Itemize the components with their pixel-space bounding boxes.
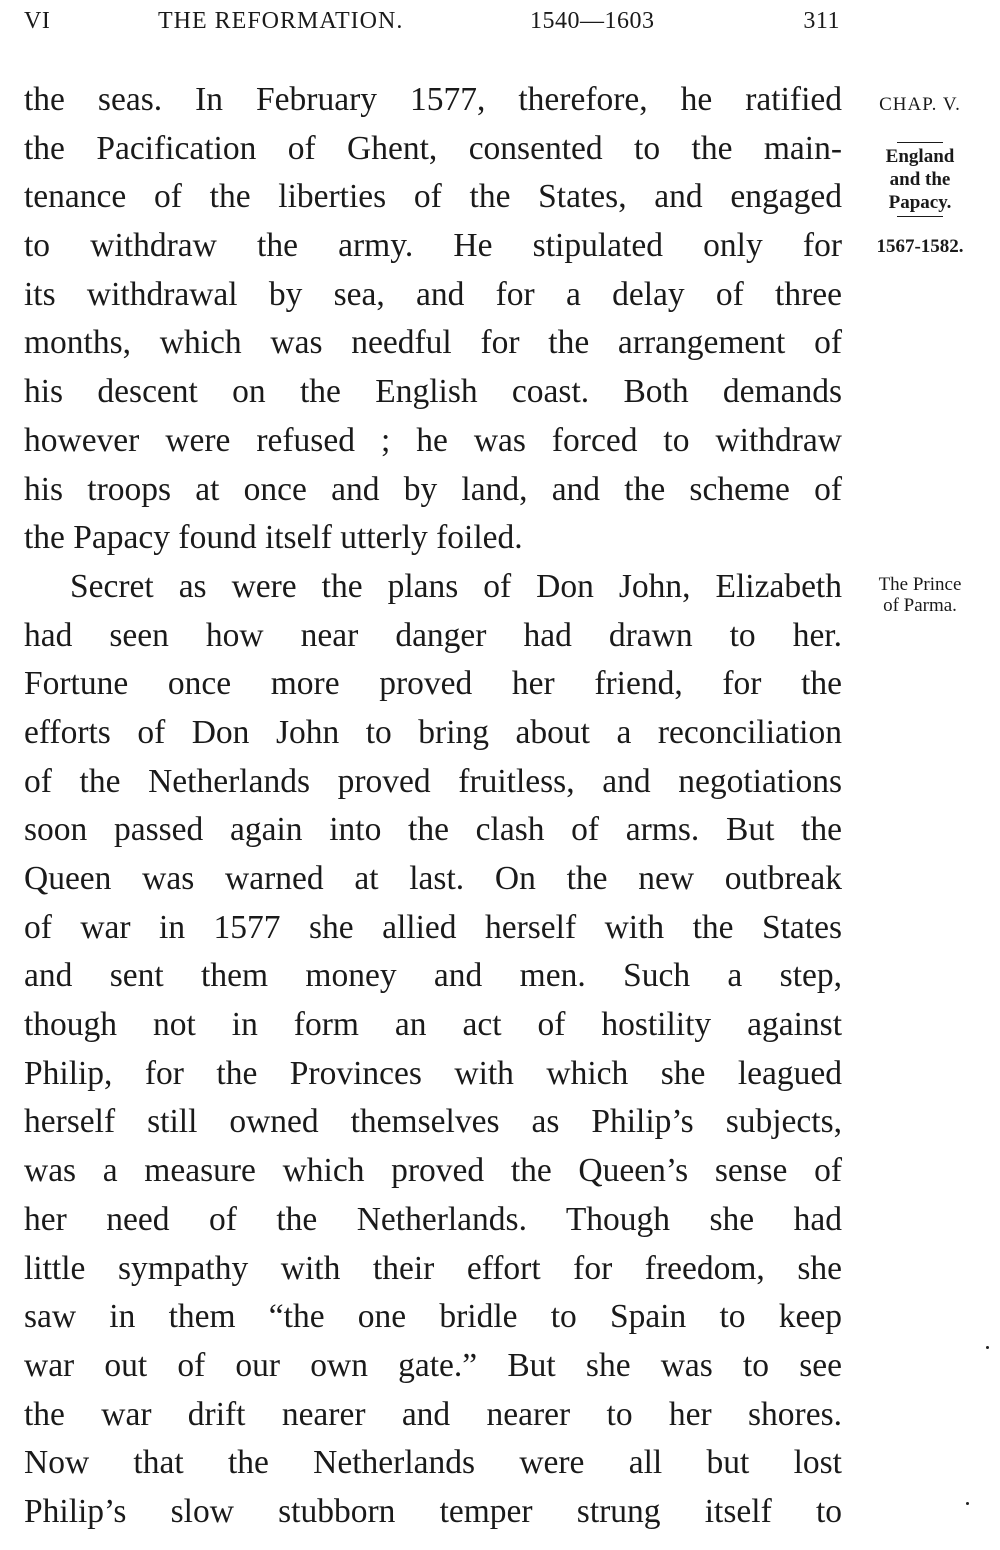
text-line: Secret as were the plans of Don John, Elizabeth	[70, 567, 842, 605]
margin-rule	[897, 142, 943, 143]
running-title: THE REFORMATION.	[158, 8, 404, 34]
text-line: though not in form an act of hostility against	[24, 1006, 842, 1044]
margin-section-note	[852, 574, 988, 616]
text-line: Queen was warned at last. On the new outbreak	[24, 860, 842, 897]
margin-years: 1567-1582.	[876, 236, 964, 257]
margin-chapter: CHAP. V.	[879, 94, 961, 115]
text-line: the Pacification of Ghent, consented to the main-	[24, 129, 842, 167]
text-line: of war in 1577 she allied herself with the States	[24, 908, 842, 946]
text-line: Philip, for the Provinces with which she leagued	[24, 1054, 842, 1092]
text-line: was a measure which proved the Queen’s sense of	[24, 1152, 842, 1190]
text-line: the Papacy found itself utterly foiled.	[24, 519, 523, 557]
text-line: Philip’s slow stubborn temper strung itself to	[24, 1492, 842, 1530]
print-speck	[986, 1346, 989, 1349]
running-header	[24, 8, 842, 44]
text-line: his troops at once and by land, and the scheme of	[24, 470, 842, 508]
margin-note-line: of Parma.	[883, 595, 957, 616]
body-text	[24, 76, 842, 1537]
margin-subject-line: and the	[889, 169, 951, 190]
volume-number: VI	[24, 8, 51, 34]
margin-subject-line: Papacy.	[888, 192, 952, 213]
text-line: saw in them “the one bridle to Spain to keep	[24, 1298, 842, 1336]
text-line: her need of the Netherlands. Though she had	[24, 1200, 842, 1238]
margin-subject	[852, 140, 988, 219]
page-number: 311	[803, 8, 840, 34]
text-line: soon passed again into the clash of arms. But the	[24, 811, 842, 849]
text-line: herself still owned themselves as Philip’s subjects,	[24, 1103, 842, 1141]
print-speck	[966, 1502, 969, 1505]
text-line: little sympathy with their effort for freedom, she	[24, 1249, 842, 1287]
margin-rule	[897, 216, 943, 217]
running-years: 1540—1603	[530, 8, 655, 34]
text-line: tenance of the liberties of the States, and engaged	[24, 178, 842, 216]
text-line: had seen how near danger had drawn to her.	[24, 616, 842, 654]
text-line: his descent on the English coast. Both demands	[24, 373, 842, 411]
text-line: the seas. In February 1577, therefore, he ratified	[24, 81, 842, 118]
margin-note-line: The Prince	[878, 574, 962, 595]
text-line: Fortune once more proved her friend, for the	[24, 665, 842, 703]
text-line: to withdraw the army. He stipulated only for	[24, 227, 842, 265]
text-line: Now that the Netherlands were all but lost	[24, 1444, 842, 1482]
text-line: efforts of Don John to bring about a reconciliation	[24, 713, 842, 751]
text-line: and sent them money and men. Such a step,	[24, 957, 842, 995]
text-line: war out of our own gate.” But she was to see	[24, 1346, 842, 1384]
margin-subject-line: England	[885, 146, 955, 167]
text-line: of the Netherlands proved fruitless, and negotiations	[24, 762, 842, 800]
text-line: months, which was needful for the arrangement of	[24, 324, 842, 362]
text-line: however were refused ; he was forced to withdraw	[24, 421, 842, 459]
text-line: its withdrawal by sea, and for a delay of three	[24, 275, 842, 313]
text-line: the war drift nearer and nearer to her shores.	[24, 1395, 842, 1433]
